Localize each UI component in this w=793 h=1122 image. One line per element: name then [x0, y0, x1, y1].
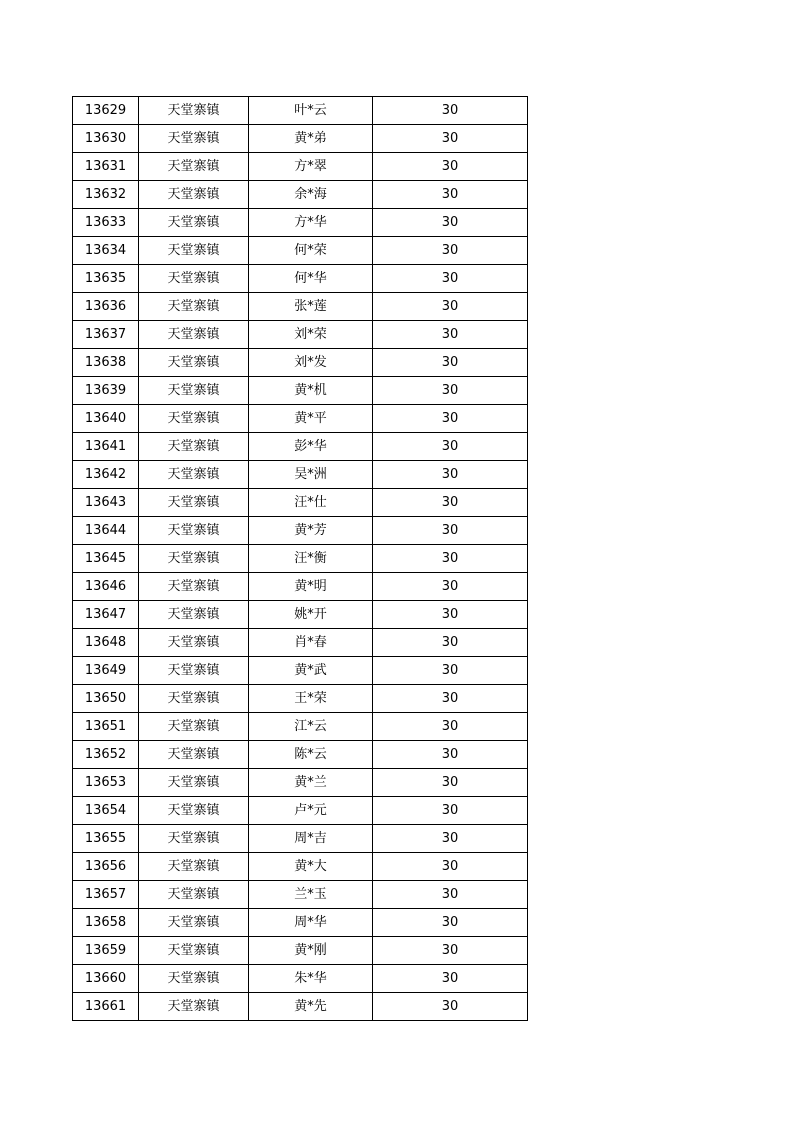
row-name-cell: 黄*弟	[249, 125, 373, 153]
row-amount-cell: 30	[373, 349, 528, 377]
row-name-cell: 陈*云	[249, 741, 373, 769]
row-id-cell: 13638	[73, 349, 139, 377]
row-town-cell: 天堂寨镇	[139, 601, 249, 629]
row-town-cell: 天堂寨镇	[139, 545, 249, 573]
row-id-cell: 13660	[73, 965, 139, 993]
row-name-cell: 余*海	[249, 181, 373, 209]
table-row	[73, 461, 528, 489]
row-amount-cell: 30	[373, 125, 528, 153]
row-id-cell: 13631	[73, 153, 139, 181]
row-id-cell: 13650	[73, 685, 139, 713]
row-amount-cell: 30	[373, 825, 528, 853]
row-name-cell: 刘*荣	[249, 321, 373, 349]
roster-table	[72, 96, 528, 1021]
row-town-cell: 天堂寨镇	[139, 629, 249, 657]
row-name-cell: 黄*明	[249, 573, 373, 601]
row-town-cell: 天堂寨镇	[139, 405, 249, 433]
row-town-cell: 天堂寨镇	[139, 461, 249, 489]
row-amount-cell: 30	[373, 293, 528, 321]
row-amount-cell: 30	[373, 657, 528, 685]
row-name-cell: 吴*洲	[249, 461, 373, 489]
row-id-cell: 13642	[73, 461, 139, 489]
row-amount-cell: 30	[373, 965, 528, 993]
row-name-cell: 黄*芳	[249, 517, 373, 545]
row-amount-cell: 30	[373, 853, 528, 881]
row-town-cell: 天堂寨镇	[139, 377, 249, 405]
row-name-cell: 朱*华	[249, 965, 373, 993]
row-name-cell: 汪*仕	[249, 489, 373, 517]
row-id-cell: 13652	[73, 741, 139, 769]
row-town-cell: 天堂寨镇	[139, 517, 249, 545]
row-amount-cell: 30	[373, 741, 528, 769]
table-row	[73, 489, 528, 517]
row-town-cell: 天堂寨镇	[139, 657, 249, 685]
table-row	[73, 741, 528, 769]
table-row	[73, 405, 528, 433]
row-id-cell: 13649	[73, 657, 139, 685]
row-town-cell: 天堂寨镇	[139, 489, 249, 517]
row-town-cell: 天堂寨镇	[139, 825, 249, 853]
table-row	[73, 209, 528, 237]
table-row	[73, 853, 528, 881]
row-amount-cell: 30	[373, 517, 528, 545]
row-town-cell: 天堂寨镇	[139, 433, 249, 461]
row-name-cell: 黄*平	[249, 405, 373, 433]
row-name-cell: 江*云	[249, 713, 373, 741]
row-town-cell: 天堂寨镇	[139, 97, 249, 125]
row-town-cell: 天堂寨镇	[139, 993, 249, 1021]
row-amount-cell: 30	[373, 601, 528, 629]
row-amount-cell: 30	[373, 153, 528, 181]
table-row	[73, 517, 528, 545]
row-id-cell: 13651	[73, 713, 139, 741]
row-id-cell: 13639	[73, 377, 139, 405]
row-amount-cell: 30	[373, 993, 528, 1021]
table-row	[73, 713, 528, 741]
row-amount-cell: 30	[373, 797, 528, 825]
row-town-cell: 天堂寨镇	[139, 321, 249, 349]
row-id-cell: 13635	[73, 265, 139, 293]
row-id-cell: 13629	[73, 97, 139, 125]
row-amount-cell: 30	[373, 489, 528, 517]
row-name-cell: 何*荣	[249, 237, 373, 265]
row-town-cell: 天堂寨镇	[139, 265, 249, 293]
row-id-cell: 13648	[73, 629, 139, 657]
row-amount-cell: 30	[373, 685, 528, 713]
row-town-cell: 天堂寨镇	[139, 713, 249, 741]
row-name-cell: 黄*机	[249, 377, 373, 405]
row-id-cell: 13637	[73, 321, 139, 349]
row-town-cell: 天堂寨镇	[139, 853, 249, 881]
row-name-cell: 黄*兰	[249, 769, 373, 797]
row-town-cell: 天堂寨镇	[139, 237, 249, 265]
table-row	[73, 321, 528, 349]
table-row	[73, 601, 528, 629]
row-amount-cell: 30	[373, 573, 528, 601]
row-amount-cell: 30	[373, 209, 528, 237]
row-name-cell: 刘*发	[249, 349, 373, 377]
row-amount-cell: 30	[373, 321, 528, 349]
row-amount-cell: 30	[373, 433, 528, 461]
row-amount-cell: 30	[373, 265, 528, 293]
table-row	[73, 685, 528, 713]
table-row	[73, 993, 528, 1021]
row-name-cell: 黄*先	[249, 993, 373, 1021]
row-id-cell: 13645	[73, 545, 139, 573]
row-amount-cell: 30	[373, 545, 528, 573]
row-id-cell: 13661	[73, 993, 139, 1021]
table-row	[73, 433, 528, 461]
row-name-cell: 方*翠	[249, 153, 373, 181]
row-name-cell: 周*华	[249, 909, 373, 937]
row-amount-cell: 30	[373, 909, 528, 937]
table-row	[73, 377, 528, 405]
table-row	[73, 573, 528, 601]
row-id-cell: 13656	[73, 853, 139, 881]
row-id-cell: 13653	[73, 769, 139, 797]
row-amount-cell: 30	[373, 97, 528, 125]
row-id-cell: 13630	[73, 125, 139, 153]
row-id-cell: 13633	[73, 209, 139, 237]
row-amount-cell: 30	[373, 937, 528, 965]
row-name-cell: 何*华	[249, 265, 373, 293]
row-town-cell: 天堂寨镇	[139, 293, 249, 321]
row-town-cell: 天堂寨镇	[139, 797, 249, 825]
row-name-cell: 方*华	[249, 209, 373, 237]
table-row	[73, 657, 528, 685]
row-town-cell: 天堂寨镇	[139, 125, 249, 153]
table-row	[73, 909, 528, 937]
row-town-cell: 天堂寨镇	[139, 181, 249, 209]
row-amount-cell: 30	[373, 377, 528, 405]
table-row	[73, 965, 528, 993]
row-town-cell: 天堂寨镇	[139, 153, 249, 181]
row-amount-cell: 30	[373, 629, 528, 657]
table-row	[73, 937, 528, 965]
table-row	[73, 153, 528, 181]
row-amount-cell: 30	[373, 769, 528, 797]
row-name-cell: 张*莲	[249, 293, 373, 321]
row-id-cell: 13658	[73, 909, 139, 937]
row-town-cell: 天堂寨镇	[139, 349, 249, 377]
row-id-cell: 13634	[73, 237, 139, 265]
row-name-cell: 黄*刚	[249, 937, 373, 965]
row-name-cell: 周*吉	[249, 825, 373, 853]
table-row	[73, 769, 528, 797]
row-amount-cell: 30	[373, 181, 528, 209]
row-id-cell: 13655	[73, 825, 139, 853]
row-town-cell: 天堂寨镇	[139, 937, 249, 965]
row-amount-cell: 30	[373, 461, 528, 489]
row-id-cell: 13643	[73, 489, 139, 517]
row-town-cell: 天堂寨镇	[139, 881, 249, 909]
row-name-cell: 黄*大	[249, 853, 373, 881]
row-town-cell: 天堂寨镇	[139, 741, 249, 769]
row-town-cell: 天堂寨镇	[139, 965, 249, 993]
row-amount-cell: 30	[373, 881, 528, 909]
table-row	[73, 265, 528, 293]
table-row	[73, 97, 528, 125]
row-id-cell: 13647	[73, 601, 139, 629]
row-name-cell: 叶*云	[249, 97, 373, 125]
row-name-cell: 卢*元	[249, 797, 373, 825]
row-id-cell: 13659	[73, 937, 139, 965]
row-town-cell: 天堂寨镇	[139, 769, 249, 797]
row-town-cell: 天堂寨镇	[139, 209, 249, 237]
row-name-cell: 兰*玉	[249, 881, 373, 909]
table-row	[73, 797, 528, 825]
row-id-cell: 13646	[73, 573, 139, 601]
row-amount-cell: 30	[373, 713, 528, 741]
row-id-cell: 13632	[73, 181, 139, 209]
row-amount-cell: 30	[373, 237, 528, 265]
table-row	[73, 181, 528, 209]
row-id-cell: 13644	[73, 517, 139, 545]
row-amount-cell: 30	[373, 405, 528, 433]
row-town-cell: 天堂寨镇	[139, 685, 249, 713]
row-name-cell: 黄*武	[249, 657, 373, 685]
row-name-cell: 肖*春	[249, 629, 373, 657]
row-id-cell: 13641	[73, 433, 139, 461]
table-row	[73, 545, 528, 573]
row-name-cell: 彭*华	[249, 433, 373, 461]
row-name-cell: 汪*衡	[249, 545, 373, 573]
table-row	[73, 349, 528, 377]
table-row	[73, 629, 528, 657]
table-row	[73, 881, 528, 909]
row-name-cell: 王*荣	[249, 685, 373, 713]
roster-table-body	[73, 97, 528, 1021]
row-town-cell: 天堂寨镇	[139, 573, 249, 601]
table-row	[73, 293, 528, 321]
row-name-cell: 姚*开	[249, 601, 373, 629]
row-id-cell: 13654	[73, 797, 139, 825]
table-row	[73, 237, 528, 265]
table-row	[73, 125, 528, 153]
row-id-cell: 13657	[73, 881, 139, 909]
row-town-cell: 天堂寨镇	[139, 909, 249, 937]
row-id-cell: 13640	[73, 405, 139, 433]
row-id-cell: 13636	[73, 293, 139, 321]
table-row	[73, 825, 528, 853]
